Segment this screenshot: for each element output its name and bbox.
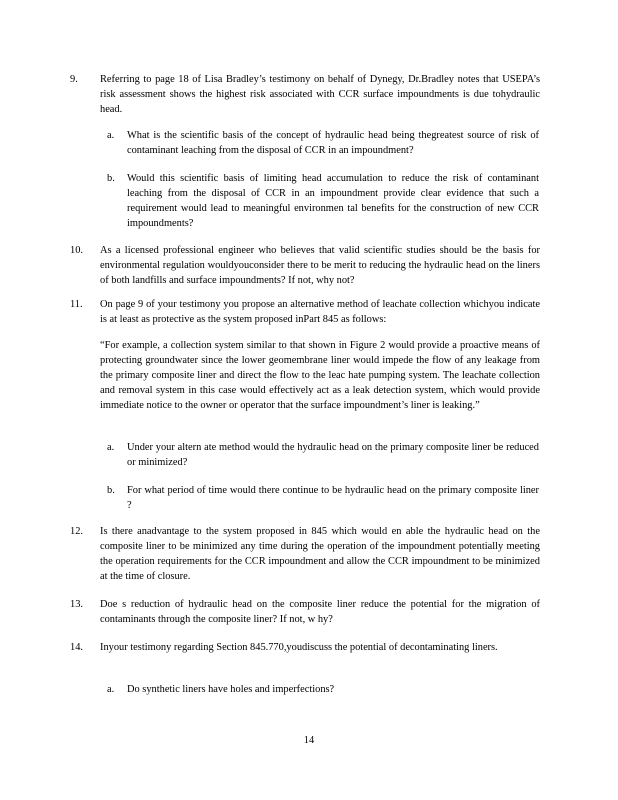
question-11-sub-a bbox=[107, 440, 539, 470]
question-text: Inyour testimony regarding Section 845.770,youdiscuss the potential of decontaminating liners. bbox=[100, 642, 498, 653]
sub-text: Under your altern ate method would the hydraulic head on the primary composite liner be reduced or minimized? bbox=[127, 442, 539, 468]
question-13 bbox=[70, 597, 540, 627]
question-9-sub-b bbox=[107, 171, 539, 231]
question-text: Doe s reduction of hydraulic head on the composite liner reduce the potential for the migration of contaminants through the composite liner? If not, w hy? bbox=[100, 599, 540, 625]
question-10 bbox=[70, 243, 540, 288]
sub-text: What is the scientific basis of the concept of hydraulic head being thegreatest source of risk of contaminant leaching from the disposal of CCR in an impoundment? bbox=[127, 130, 539, 156]
sub-letter: b. bbox=[107, 485, 115, 496]
sub-letter: a. bbox=[107, 130, 115, 141]
question-11-sub-b bbox=[107, 483, 539, 513]
question-number: 10. bbox=[70, 245, 83, 256]
sub-letter: a. bbox=[107, 684, 115, 695]
question-number: 9. bbox=[70, 74, 78, 85]
question-9 bbox=[70, 72, 540, 117]
sub-letter: a. bbox=[107, 442, 115, 453]
question-text: Referring to page 18 of Lisa Bradley’s testimony on behalf of Dynegy, Dr.Bradley notes that USEPA’s risk assessment shows the highest risk associated with CCR surface impoundments is due tohydraulic head. bbox=[100, 74, 540, 115]
sub-text: For what period of time would there continue to be hydraulic head on the primary composite liner ? bbox=[127, 485, 539, 511]
question-text: As a licensed professional engineer who believes that valid scientific studies should be the basis for environmental regulation wouldyouconsider there to be merit to reducing the hydraulic head on the liners of both landfills and surface impoundments? If not, why not? bbox=[100, 245, 540, 286]
sub-text: Do synthetic liners have holes and imperfections? bbox=[127, 684, 335, 695]
question-9-sub-a bbox=[107, 128, 539, 158]
question-text: On page 9 of your testimony you propose an alternative method of leachate collection whichyou indicate is at least as protective as the system proposed inPart 845 as follows: bbox=[100, 299, 540, 325]
sub-text: Would this scientific basis of limiting head accumulation to reduce the risk of contaminant leaching from the disposal of CCR in an impoundment provide clear evidence that such a requirement would lead to meaningful environmen tal benefits for the construction of new CCR impoundments? bbox=[127, 173, 539, 229]
question-number: 11. bbox=[70, 299, 83, 310]
testimony-quote: “For example, a collection system similar to that shown in Figure 2 would provide a proactive means of protecting groundwater since the lower geomembrane liner would impede the flow of any leakage from the primary composite liner and direct the flow to the leac hate pumping system. The leachate collection and removal system in this case would effectively act as a leak detection system, which would provide immediate notice to the owner or operator that the surface impoundment’s liner is leaking.” bbox=[100, 340, 540, 411]
question-14-sub-a bbox=[107, 682, 539, 697]
question-text: Is there anadvantage to the system proposed in 845 which would en able the hydraulic head on the composite liner to be minimized any time during the operation of the impoundment potentially meeting the operation requirements for the CCR impoundment and allow the CCR impoundment to be minimized at the time of closure. bbox=[100, 526, 540, 582]
question-11 bbox=[70, 297, 540, 327]
page-number: 14 bbox=[303, 735, 315, 746]
question-number: 13. bbox=[70, 599, 83, 610]
question-12 bbox=[70, 524, 540, 584]
question-number: 14. bbox=[70, 642, 83, 653]
sub-letter: b. bbox=[107, 173, 115, 184]
question-number: 12. bbox=[70, 526, 83, 537]
question-14 bbox=[70, 640, 540, 655]
